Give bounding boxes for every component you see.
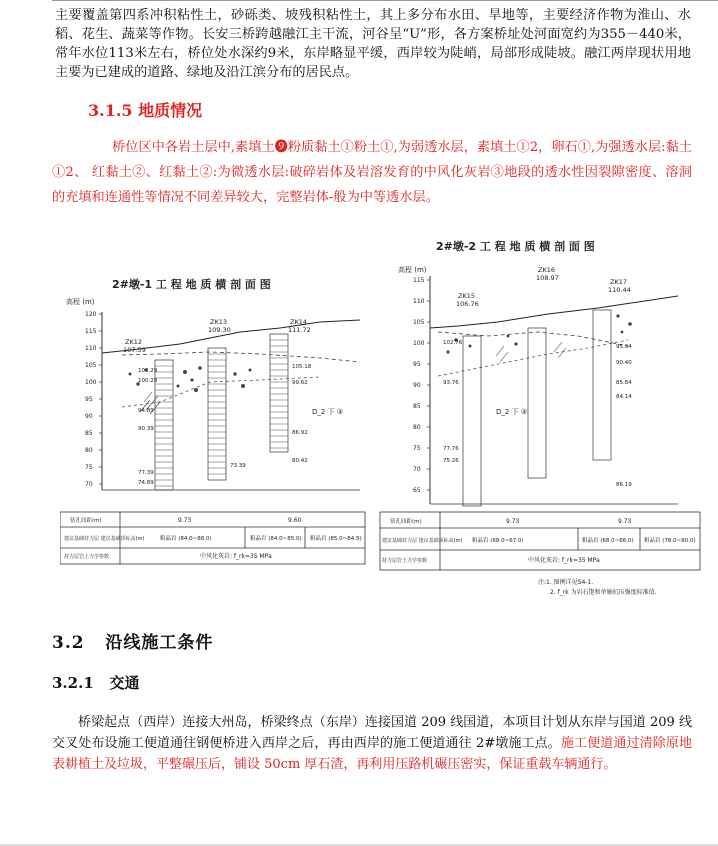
borehole-zk13-id: ZK13 [210,318,227,326]
y-tick-label: 70 [85,481,93,488]
depth-label: 90.39 [138,426,154,432]
paragraph-geology [52,135,692,210]
figure-right-depth-labels [443,340,632,488]
figure-right-row2-cell1: 粗晶岩 (68.0~67.0) [472,538,524,544]
y-tick-label: 100 [85,379,97,386]
figure-left-y-ticks [85,311,102,488]
figure-left-cross-section [60,262,385,577]
depth-label: 103.29 [138,368,158,374]
paragraph-traffic [52,712,692,775]
section-heading-3-1-5 [88,98,202,121]
section-title: 沿线施工条件 [105,633,214,653]
y-tick-label: 115 [413,277,425,284]
figure-right-row2-cell3: 粗晶岩 (78.0~80.0) [644,538,696,544]
borehole-zk13-elev: 109.30 [208,326,231,334]
y-tick-label: 80 [85,447,93,454]
borehole-zk12-id: ZK12 [125,338,142,346]
figure-right-row1-cell1: 9.73 [506,518,520,525]
y-tick-label: 85 [85,430,93,437]
paragraph-traffic-highlight: 施工便道通过清除原地表耕植土及垃圾，平整碾压后，铺设 50cm 厚石渣，再利用压路机碾压密实，保证重载车辆通行。 [52,736,692,772]
figure-left-row1-cell2: 9.60 [288,517,302,524]
section-title: 交通 [109,674,140,692]
section-number: 3.1.5 [88,101,133,120]
borehole-zk17-elev: 110.44 [608,286,631,294]
y-tick-label: 110 [85,345,97,352]
figure-right-y-ticks [413,277,430,494]
figure-left-stratum-note: D_2 下 ③ [312,408,344,416]
depth-label: 86.19 [616,482,632,488]
figure-right-note-1: 注:1. 图例详见S4-1. [538,579,594,586]
y-tick-label: 70 [413,466,421,473]
figure-right-row1-label: 钻孔间距(m) [390,519,422,525]
depth-label: 85.84 [616,380,632,386]
borehole-zk16-id: ZK16 [538,266,555,274]
y-tick-label: 90 [413,382,421,389]
depth-label: 102.76 [443,340,463,346]
y-tick-label: 85 [413,403,421,410]
y-tick-label: 105 [85,362,97,369]
y-tick-label: 95 [413,361,421,368]
y-tick-label: 75 [85,464,93,471]
depth-label: 75.26 [443,458,459,464]
figure-right-row3-label: 持力层岩土力学参数 [382,558,428,564]
depth-label: 74.89 [138,480,154,486]
paragraph-traffic-text: 桥梁起点（西岸）连接大州岛，桥梁终点（东岸）连接国道 209 线国道，本项目计划从东岸与国道 209 线交叉处布设施工便道通往钢便桥进入西岸之后，再由西岸的施工便道通往 2#墩施工点。 [52,715,692,751]
depth-label: 84.14 [616,394,632,400]
paragraph-landuse: 主要覆盖第四系冲积粘性土，砂砾类、坡残积粘性土，其上多分布水田、旱地等，主要经济作物为淮山、水稻、花生、蔬菜等作物。长安三桥跨越融江主干流，河谷呈“U”形，各方案桥址处河面宽约为355－440米，常年水位113米左右，桥位处水深约9米，东岸略显平缓，西岸较为陡峭，局部形成陡坡。融江两岸现状用地主要为已建成的道路、绿地及沿江滨分布的居民点。 [55,8,691,80]
figure-right-cross-section [378,236,708,606]
borehole-zk15-id: ZK15 [458,292,475,300]
depth-label: 86.92 [292,430,308,436]
borehole-zk15-elev: 106.76 [456,300,479,308]
depth-label: 99.62 [292,380,308,386]
figure-right-row3-cell: 中风化灰岩: f_rk=35 MPa [528,557,600,564]
figure-left-row2-cell2: 粗晶岩 (84.0~85.0) [250,536,302,542]
depth-label: 80.42 [292,458,308,464]
figure-left-row2-label: 建议基础持力层 建议基础顶标高(m) [64,536,145,542]
figure-right-note-2: 2. f_rk 为岩石饱和单轴抗压强度标准值. [550,589,657,596]
y-tick-label: 95 [85,396,93,403]
y-tick-label: 120 [85,311,97,318]
y-tick-label: 100 [413,340,425,347]
depth-label: 73.39 [230,463,246,469]
y-tick-label: 115 [85,328,97,335]
y-tick-label: 105 [413,319,425,326]
header-rule [52,0,718,5]
y-tick-label: 65 [413,487,421,494]
depth-label: 90.40 [616,360,632,366]
y-tick-label: 80 [413,424,421,431]
figure-right-row2-label: 建议基础持力层 建议基础顶标高(m) [382,538,463,544]
figure-left-title: 2#墩-1 工 程 地 质 横 剖 面 图 [112,278,271,291]
depth-label: 93.76 [443,380,459,386]
figure-left-row1-cell1: 9.73 [178,517,192,524]
section-title: 地质情况 [138,101,203,120]
borehole-zk14-elev: 111.72 [288,326,311,334]
section-heading-3-2 [52,628,213,653]
depth-label: 105.18 [292,364,312,370]
borehole-zk14-id: ZK14 [290,318,307,326]
depth-label: 100.29 [138,378,158,384]
figure-right-row2-cell2: 粗晶岩 (68.0~66.0) [582,538,634,544]
figure-left-row3-label: 持力层岩土力学参数 [64,554,110,560]
depth-label: 77.39 [138,470,154,476]
figure-right-stratum-note: D_2 下 ③ [496,408,528,416]
section-heading-3-2-1 [52,672,139,693]
figure-right-axis-label: 高程 (m) [398,266,427,274]
y-tick-label: 75 [413,445,421,452]
borehole-zk17-id: ZK17 [610,278,627,286]
borehole-zk12-elev: 107.59 [123,346,146,354]
paragraph-geology-text: 桥位区中各岩土层中,素填土❾粉质黏土①粉土①,为弱透水层，素填土①2，卵石①,为强透水层:黏土①2、 红黏土②、红黏土②:为微透水层:破碎岩体及岩溶发育的中风化灰岩③地段的透水性因裂隙密度、溶洞的充填和连通性等情况不同差异较大，完整岩体-般为中等透水层。 [52,140,692,205]
figure-left-row1-label: 钻孔间距(m) [70,518,102,524]
figure-left-axis-label: 高程 (m) [66,298,95,306]
depth-label: 95.94 [616,344,632,350]
figure-left-row2-cell3: 粗晶岩 (85.0~84.5) [310,536,362,542]
y-tick-label: 90 [85,413,93,420]
y-tick-label: 110 [413,298,425,305]
figure-left-row2-cell1: 粗晶岩 (84.0~88.0) [160,536,212,542]
figure-right-row1-cell2: 9.73 [618,518,632,525]
section-number: 3.2 [52,633,85,653]
figure-left-row3-cell: 中风化灰岩: f_rk=35 MPa [200,553,272,560]
figure-right-title: 2#墩-2 工 程 地 质 横 剖 面 图 [436,240,595,253]
depth-label: 94.89 [138,408,154,414]
borehole-zk16-elev: 108.97 [536,274,559,282]
section-number: 3.2.1 [52,674,94,692]
figure-left-depth-labels [138,364,312,486]
depth-label: 77.76 [443,446,459,452]
